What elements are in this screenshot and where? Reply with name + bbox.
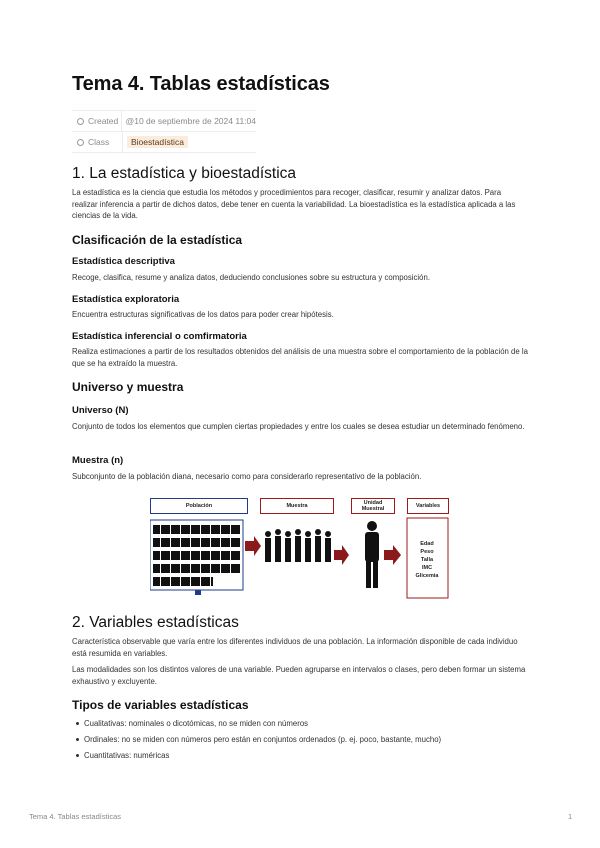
list-item: Cuantitativas: numéricas: [72, 750, 441, 766]
label-variables: Variables: [407, 498, 449, 514]
population-marker: [195, 590, 201, 595]
property-key: Class: [88, 137, 110, 147]
item-heading: Estadística exploratoria: [72, 294, 180, 305]
variable-item: Edad: [420, 541, 434, 547]
item-text: Conjunto de todos los elementos que cumplen ciertas propiedades y entre los cuales se desea estudiar un determinado fenómeno.: [72, 422, 525, 431]
property-class: [72, 132, 256, 153]
paragraph: Las modalidades son los distintos valores de una variable. Pueden agruparse en intervalos o clases, pero deben formar un sistema exhaustivo y excluyente.: [72, 665, 526, 686]
arrow-right-icon: [334, 545, 349, 565]
variable-item: IMC: [421, 565, 433, 571]
subsection-heading: Clasificación de la estadística: [72, 233, 243, 247]
section-heading: 1. La estadística y bioestadística: [72, 165, 297, 182]
property-key: Created: [88, 116, 119, 126]
label-poblacion: Población: [150, 498, 248, 514]
item-text: Realiza estimaciones a partir de los resultados obtenidos del análisis de una muestra sobre el comportamiento de la población de la que se ha extraído la muestra.: [72, 347, 528, 368]
subsection-heading: Universo y muestra: [72, 380, 184, 394]
label-muestra: Muestra: [260, 498, 334, 514]
page-title: Tema 4. Tablas estadísticas: [72, 73, 330, 95]
arrow-right-icon: [245, 536, 261, 556]
sample-unit-person-icon: [365, 521, 379, 588]
properties-table: [72, 110, 256, 153]
property-value: @10 de septiembre de 2024 11:04: [121, 111, 256, 131]
class-tag[interactable]: Bioestadística: [127, 136, 188, 148]
item-heading: Estadística inferencial o comfirmatoria: [72, 331, 247, 342]
subsection-heading: Tipos de variables estadísticas: [72, 698, 249, 712]
footer-title: Tema 4. Tablas estadísticas: [29, 812, 121, 821]
list-icon: [77, 139, 84, 146]
item-heading: Universo (N): [72, 405, 129, 416]
page-number: 1: [568, 812, 573, 821]
variable-item: Glicemia: [415, 573, 439, 579]
label-unidad-muestral: Unidad Muestral: [351, 498, 395, 514]
item-text: Subconjunto de la población diana, necesario como para considerarlo representativo de la población.: [72, 472, 422, 481]
diagram-graphics: [150, 496, 450, 600]
item-text: Encuentra estructuras significativas de los datos para poder crear hipótesis.: [72, 310, 334, 319]
variable-item: Peso: [420, 549, 434, 555]
variable-types-list: [72, 718, 441, 766]
sampling-diagram: [150, 496, 450, 600]
paragraph: Característica observable que varía entre los diferentes individuos de una población. La información disponible de cada individuo está resumida en variables.: [72, 637, 518, 658]
variable-item: Talla: [420, 557, 434, 563]
section-heading: 2. Variables estadísticas: [72, 614, 239, 631]
item-heading: Estadística descriptiva: [72, 256, 175, 267]
property-created: [72, 111, 256, 132]
item-text: Recoge, clasifica, resume y analiza datos, deduciendo conclusiones sobre su estructura y composición.: [72, 273, 430, 282]
item-heading: Muestra (n): [72, 455, 124, 466]
sample-people-icon: [265, 529, 331, 562]
clock-icon: [77, 118, 84, 125]
arrow-right-icon: [384, 545, 401, 565]
list-item: Ordinales: no se miden con números pero están en conjuntos ordenados (p. ej. poco, bastante, mucho): [72, 734, 441, 750]
list-item: Cualitativas: nominales o dicotómicas, no se miden con números: [72, 718, 441, 734]
paragraph: La estadística es la ciencia que estudia los métodos y procedimientos para recoger, clasificar, resumir y analizar datos. Para realizar inferencia a partir de dichos datos, debe tener en cuenta la variabilidad. La bioestadística es la estadística aplicada a las ciencias de la vida.: [72, 188, 516, 220]
